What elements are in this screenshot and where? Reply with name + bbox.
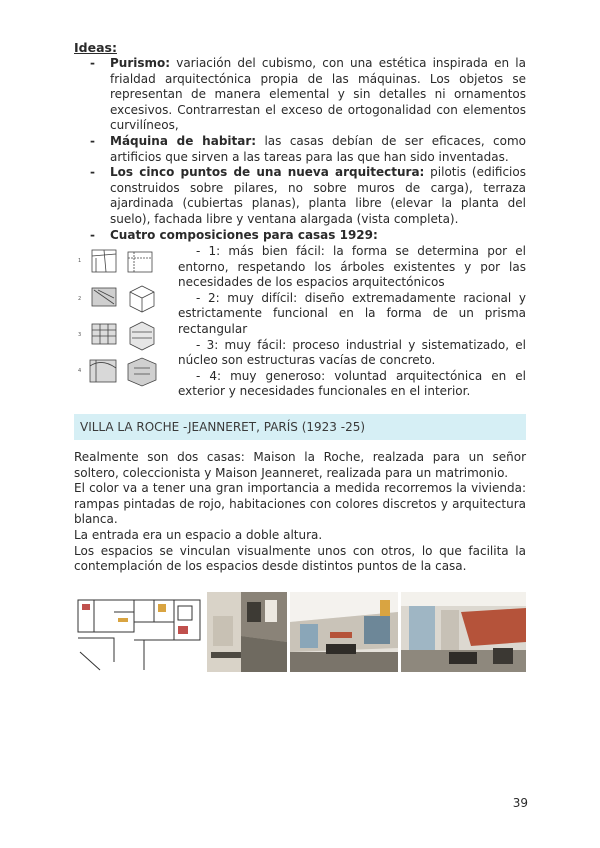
- sketch-house-3b: [130, 322, 154, 350]
- composition-item: - 3: muy fácil: proceso industrial y sistematizado, el núcleo son estructuras vacías de concreto.: [178, 337, 526, 368]
- bullet-text: las casas debían de ser eficaces, como artificios que sirven a las tareas para las que han sido inventadas.: [110, 133, 526, 164]
- list-item: - Los cinco puntos de una nueva arquitectura: pilotis (edificios construidos sobre pilares, no sobre muros de carga), terraza ajardinada (cubiertas planas), planta libre (elevar la planta del suelo), fachada libre y ventana alargada (vista completa).: [90, 165, 526, 226]
- bullet-term: Purismo:: [110, 56, 171, 70]
- bullet-term: Máquina de habitar:: [110, 133, 257, 148]
- sketch-house-4a: [90, 360, 116, 382]
- composition-number-label: 2: [78, 296, 82, 302]
- interior-photo-ramp: [401, 592, 526, 672]
- sketch-house-1b: [128, 252, 152, 272]
- composition-number-label: 4: [78, 368, 82, 374]
- ideas-list: [90, 56, 526, 243]
- paragraph: Los espacios se vinculan visualmente unos con otros, lo que facilita la contemplación de los espacios desde distintos puntos de la casa.: [74, 543, 526, 574]
- page-number: 39: [512, 796, 528, 810]
- bullet-term: Cuatro composiciones para casas 1929:: [110, 227, 378, 242]
- villa-description: [74, 450, 526, 575]
- paragraph: El color va a tener una gran importancia a medida recorremos la vivienda: rampas pintadas de rojo, habitaciones con colores discretos y arquitectura blanca.: [74, 481, 526, 527]
- interior-photo-hall: [207, 592, 287, 672]
- bullet-text: pilotis (edificios construidos sobre pilares, no sobre muros de carga), terraza ajardinada (cubiertas planas), planta libre (elevar la planta del suelo), fachada libre y ventana alargada (vista completa).: [110, 165, 526, 226]
- composition-number-label: 3: [78, 332, 82, 338]
- photo-strip: [74, 592, 526, 672]
- list-item: - Máquina de habitar: las casas debían de ser eficaces, como artificios que sirven a las tareas para las que han sido inventadas.: [90, 133, 526, 164]
- ideas-heading: Ideas:: [74, 40, 117, 55]
- composition-number-label: 1: [78, 258, 82, 264]
- composition-item: - 2: muy difícil: diseño extremadamente racional y estrictamente funcional en la forma de un prisma rectangular: [178, 290, 526, 336]
- paragraph: La entrada era un espacio a doble altura.: [74, 527, 323, 542]
- composition-item: - 1: más bien fácil: la forma se determina por el entorno, respetando los árboles existentes y por las necesidades de los espacios arquitectónicos: [178, 244, 526, 290]
- compositions-section: [74, 244, 526, 400]
- paragraph: Realmente son dos casas: Maison la Roche, realzada para un señor soltero, coleccionista y Maison Jeanneret, realizada para un matrimonio.: [74, 450, 526, 480]
- interior-photo-gallery: [290, 592, 398, 672]
- section-banner: [74, 414, 526, 440]
- sketch-house-3a: [92, 324, 116, 344]
- section-title: VILLA LA ROCHE -JEANNERET, PARÍS (1923 -25): [80, 420, 366, 434]
- floor-plan-image: [74, 592, 204, 672]
- bullet-term: Los cinco puntos de una nueva arquitectura:: [110, 165, 425, 180]
- sketch-house-4b: [128, 358, 156, 386]
- compositions-list: [178, 244, 526, 400]
- bullet-text: variación del cubismo, con una estética inspirada en la frialdad arquitectónica propia de las máquinas. Los objetos se representan de manera elemental y sin detalles ni ornamentos excesivos. Contrarrestan el exceso de ortogonalidad con elementos curvilíneos,: [110, 56, 526, 133]
- composition-item: - 4: muy generoso: voluntad arquitectónica en el exterior y necesidades funcionales en el interior.: [178, 368, 526, 399]
- compositions-sketch-figure: [74, 246, 174, 388]
- list-item: - Purismo: variación del cubismo, con una estética inspirada en la frialdad arquitectónica propia de las máquinas. Los objetos se representan de manera elemental y sin detalles ni ornamentos excesivos. Contrarrestan el exceso de ortogonalidad con elementos curvilíneos,: [90, 56, 526, 133]
- list-item: - Cuatro composiciones para casas 1929:: [90, 227, 378, 242]
